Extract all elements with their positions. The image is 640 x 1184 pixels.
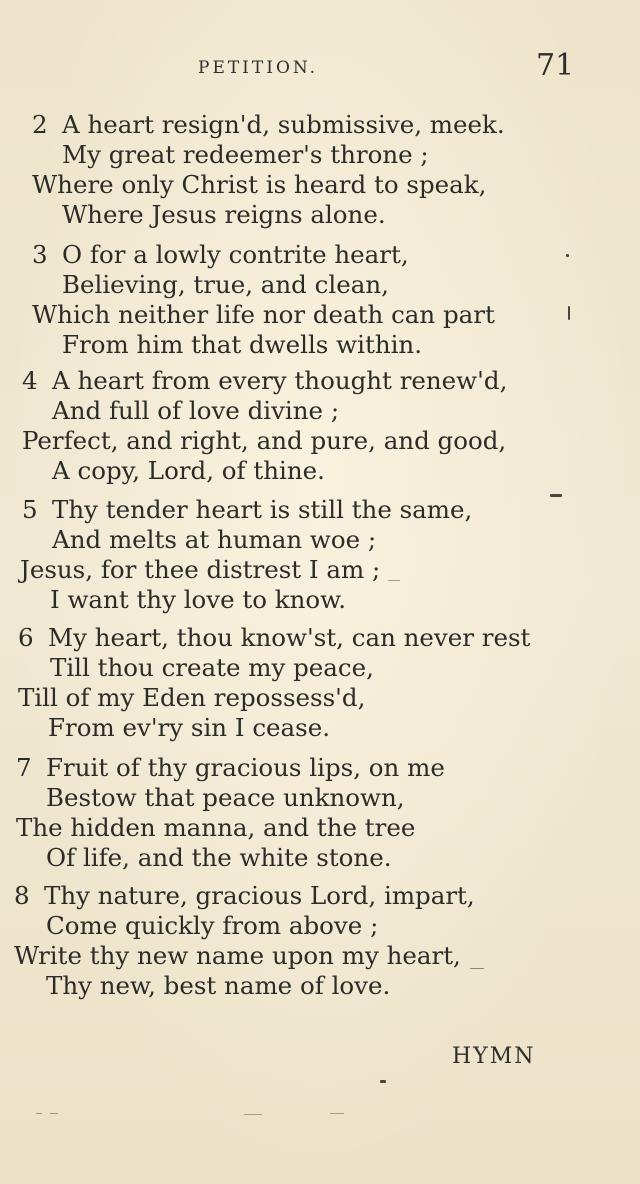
verse-line: Thy new, best name of love. xyxy=(46,971,391,1000)
verse-line: A copy, Lord, of thine. xyxy=(52,456,325,485)
ink-speck xyxy=(36,1113,42,1114)
verse-line: My great redeemer's throne ; xyxy=(62,140,429,169)
verse-line: From ev'ry sin I cease. xyxy=(48,713,331,742)
verse-line: Jesus, for thee distrest I am ; xyxy=(20,555,381,584)
verse-line: 8 Thy nature, gracious Lord, impart, xyxy=(14,881,475,910)
stanza-number: 8 xyxy=(14,881,30,910)
verse-line: And melts at human woe ; xyxy=(52,525,377,554)
verse-line: 3 O for a lowly contrite heart, xyxy=(32,240,409,269)
verse-line: Come quickly from above ; xyxy=(46,911,379,940)
verse-line: Bestow that peace unknown, xyxy=(46,783,405,812)
verse-line: Which neither life nor death can part xyxy=(32,300,495,329)
ink-speck xyxy=(470,968,484,969)
stanza-number: 4 xyxy=(22,366,38,395)
ink-speck xyxy=(380,1080,386,1083)
verse-line: Where Jesus reigns alone. xyxy=(62,200,386,229)
ink-speck xyxy=(388,580,400,581)
verse-line: Believing, true, and clean, xyxy=(62,270,389,299)
page-number: 71 xyxy=(536,48,575,83)
ink-speck xyxy=(550,494,562,497)
verse-line: 7 Fruit of thy gracious lips, on me xyxy=(16,753,445,782)
ink-speck xyxy=(566,254,569,257)
verse-line: Perfect, and right, and pure, and good, xyxy=(22,426,507,455)
verse-line: Of life, and the white stone. xyxy=(46,843,392,872)
stanza-number: 6 xyxy=(18,623,34,652)
verse-line: Till thou create my peace, xyxy=(50,653,374,682)
stanza-number: 2 xyxy=(32,110,48,139)
running-title: PETITION. xyxy=(198,58,319,78)
ink-speck xyxy=(244,1114,262,1115)
verse-line: The hidden manna, and the tree xyxy=(16,813,416,842)
verse-line: 2 A heart resign'd, submissive, meek. xyxy=(32,110,505,139)
verse-line: 5 Thy tender heart is still the same, xyxy=(22,495,473,524)
stanza-number: 7 xyxy=(16,753,32,782)
verse-line: Where only Christ is heard to speak, xyxy=(32,170,487,199)
verse-line: 4 A heart from every thought renew'd, xyxy=(22,366,508,395)
ink-speck xyxy=(330,1113,344,1114)
verse-line: From him that dwells within. xyxy=(62,330,422,359)
verse-line: And full of love divine ; xyxy=(52,396,340,425)
verse-line: Write thy new name upon my heart, xyxy=(14,941,461,970)
stanza-number: 5 xyxy=(22,495,38,524)
verse-line: Till of my Eden repossess'd, xyxy=(18,683,366,712)
verse-line: I want thy love to know. xyxy=(50,585,347,614)
catchword: HYMN xyxy=(452,1044,536,1069)
ink-speck xyxy=(568,306,570,320)
stanza-number: 3 xyxy=(32,240,48,269)
verse-line: 6 My heart, thou know'st, can never rest xyxy=(18,623,531,652)
ink-speck xyxy=(50,1113,58,1114)
